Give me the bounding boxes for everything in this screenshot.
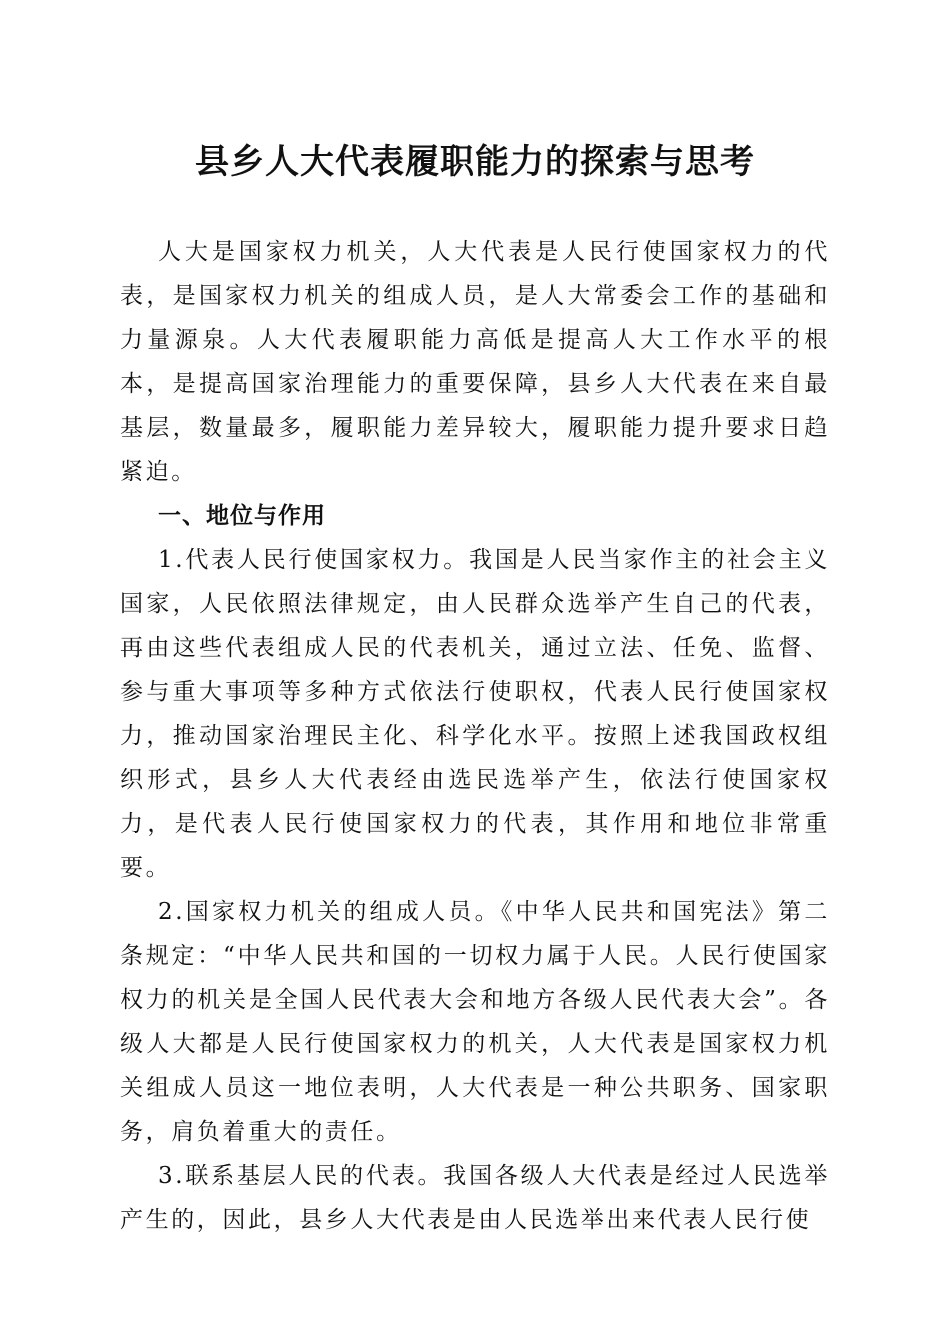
document-body (120, 230, 830, 1242)
paragraph-item-3: 3.联系基层人民的代表。我国各级人大代表是经过人民选举产生的，因此，县乡人大代表是由人民选举出来代表人民行使 (120, 1163, 830, 1233)
paragraph-item-2: 2.国家权力机关的组成人员。《中华人民共和国宪法》第二条规定：“中华人民共和国的一切权力属于人民。人民行使国家权力的机关是全国人民代表大会和地方各级人民代表大会”。各级人大都是人民行使国家权力的机关，人大代表是国家权力机关组成人员这一地位表明，人大代表是一种公共职务、国家职务，肩负着重大的责任。 (120, 899, 830, 1145)
section-heading: 一、地位与作用 (158, 503, 326, 529)
paragraph-item-1: 1.代表人民行使国家权力。我国是人民当家作主的社会主义国家，人民依照法律规定，由人民群众选举产生自己的代表，再由这些代表组成人民的代表机关，通过立法、任免、监督、参与重大事项等多种方式依法行使职权，代表人民行使国家权力，推动国家治理民主化、科学化水平。按照上述我国政权组织形式，县乡人大代表经由选民选举产生，依法行使国家权力，是代表人民行使国家权力的代表，其作用和地位非常重要。 (120, 547, 830, 881)
document-title: 县乡人大代表履职能力的探索与思考 (195, 142, 755, 182)
intro-paragraph: 人大是国家权力机关，人大代表是人民行使国家权力的代表，是国家权力机关的组成人员，是人大常委会工作的基础和力量源泉。人大代表履职能力高低是提高人大工作水平的根本，是提高国家治理能力的重要保障，县乡人大代表在来自最基层，数量最多，履职能力差异较大，履职能力提升要求日趋紧迫。 (120, 239, 830, 485)
